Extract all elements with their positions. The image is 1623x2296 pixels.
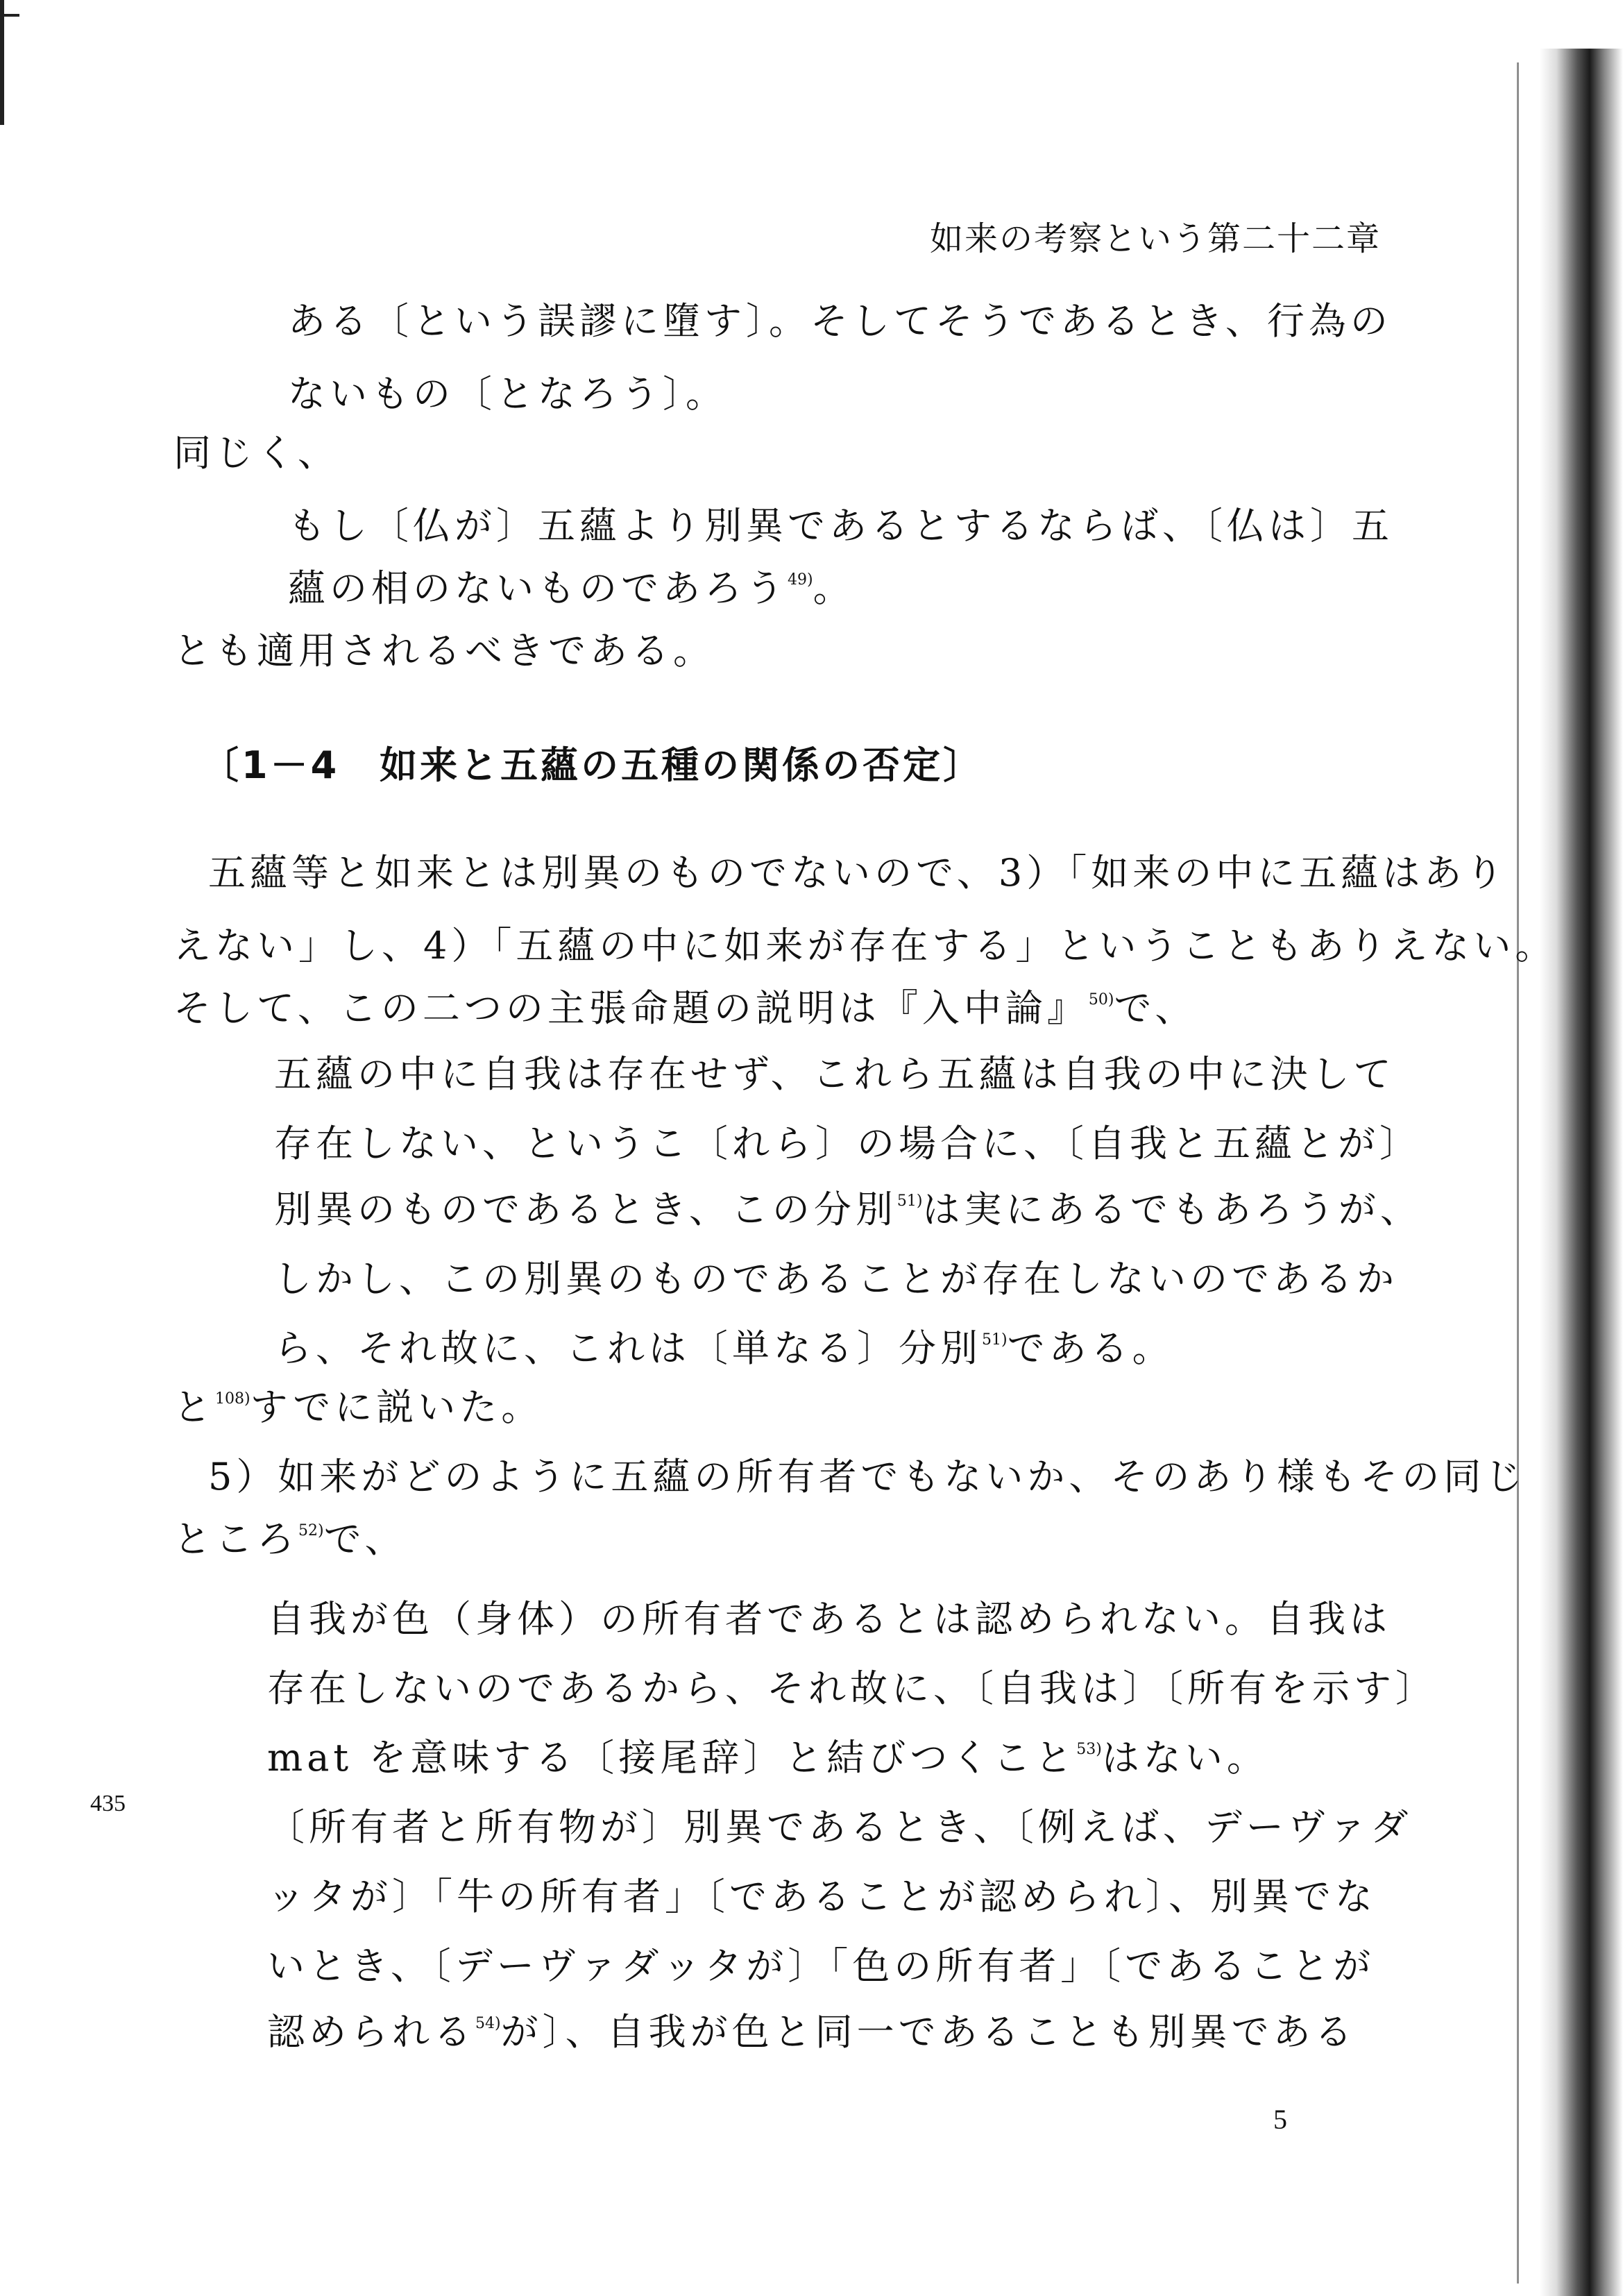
quote-line: 五蘊の中に自我は存在せず、これら五蘊は自我の中に決して [274, 1052, 1395, 1096]
binding-shadow [1540, 49, 1623, 2296]
quote-line: ら、それ故に、これは〔単なる〕分別$^{51)}$である。 [274, 1326, 1174, 1370]
text-line: そして、この二つの主張命題の説明は『入中論』$^{50)}$で、 [173, 986, 1197, 1030]
quote-line: ッタが〕「牛の所有者」〔であることが認められ〕、別異でな [267, 1875, 1377, 1918]
section-heading: 〔1－4 如来と五蘊の五種の関係の否定〕 [201, 743, 984, 787]
text-line: ところ$^{52)}$で、 [173, 1517, 407, 1561]
text-line: えない」し、4）「五蘊の中に如来が存在する」ということもありえない。 [173, 924, 1557, 968]
footnote-ref: 108) [215, 1390, 250, 1408]
quote-line: 存在しないのであるから、それ故に、〔自我は〕〔所有を示す〕 [267, 1666, 1437, 1710]
text-line: 五蘊等と如来とは別異のものでないので、3）「如来の中に五蘊はあり [208, 851, 1508, 895]
page-number: 5 [1273, 2104, 1287, 2135]
scan-edge-mark-2 [0, 14, 19, 17]
footnote-ref: 51) [982, 1331, 1008, 1349]
quote-line: 別異のものであるとき、この分別$^{51)}$は実にあるでもあろうが、 [274, 1188, 1422, 1231]
text-line: 5）如来がどのように五蘊の所有者でもないか、そのあり様もその同じ [208, 1455, 1527, 1499]
margin-line-number: 435 [90, 1791, 126, 1816]
text-line: ある〔という誤謬に墮す〕。そしてそうであるとき、行為の [288, 299, 1392, 343]
footnote-ref: 49) [788, 571, 813, 589]
footnote-ref: 51) [897, 1192, 923, 1210]
quote-line: 〔所有者と所有物が〕別異であるとき、〔例えば、デーヴァダ [267, 1805, 1413, 1849]
quote-line: 自我が色（身体）の所有者であるとは認められない。自我は [267, 1597, 1391, 1641]
text-line: もし〔仏が〕五蘊より別異であるとするならば、〔仏は〕五 [288, 504, 1393, 548]
text-line: 同じく、 [173, 431, 339, 475]
text-line: と$^{108)}$すでに説いた。 [173, 1385, 543, 1429]
quote-line: mat を意味する〔接尾辞〕と結びつくこと$^{53)}$はない。 [267, 1736, 1268, 1780]
footnote-ref: 52) [298, 1522, 324, 1539]
binding-line [1517, 62, 1519, 2284]
footnote-ref: 50) [1088, 991, 1114, 1008]
scan-edge-mark [0, 0, 4, 125]
text-line: ないもの〔となろう〕。 [288, 372, 727, 416]
text-line: とも適用されるべきである。 [173, 629, 715, 673]
quote-line: しかし、この別異のものであることが存在しないのであるか [274, 1257, 1398, 1301]
quote-line: いとき、〔デーヴァダッタが〕「色の所有者」〔であることが [267, 1944, 1375, 1988]
footnote-ref: 54) [475, 2015, 501, 2032]
quote-line: 認められる$^{54)}$が〕、自我が色と同一であることも別異である [267, 2010, 1357, 2054]
text-line: 蘊の相のないものであろう$^{49)}$。 [288, 566, 855, 610]
quote-line: 存在しない、というこ〔れら〕の場合に、〔自我と五蘊とが〕 [274, 1122, 1421, 1165]
running-header: 如来の考察という第二十二章 [930, 219, 1382, 258]
footnote-ref: 53) [1076, 1741, 1102, 1758]
